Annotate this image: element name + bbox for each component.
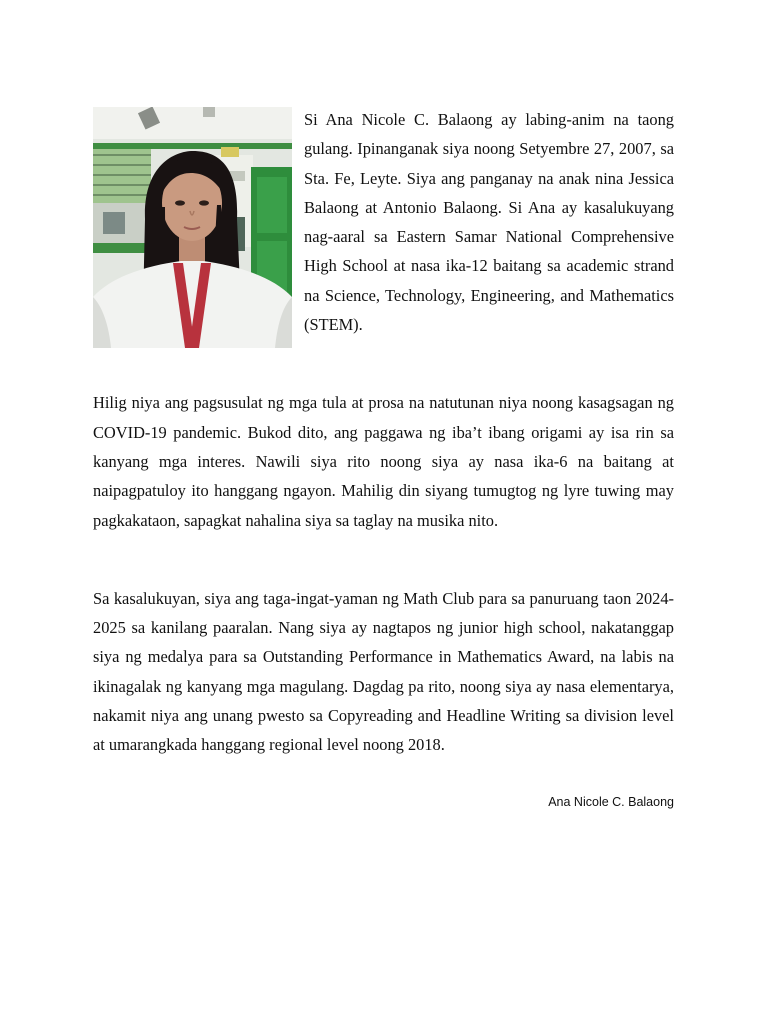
author-signature: Ana Nicole C. Balaong — [548, 794, 674, 809]
biography-paragraph-achievements: Sa kasalukuyan, siya ang taga-ingat-yaman ng Math Club para sa panuruang taon 2024-2025 sa kanilang paaralan. Nang siya ay nagtapos ng junior high school, nakatanggap siya ng medalya para sa Outstanding Performance in Mathematics Award, na labis na ikinagalak ng kanyang mga magulang. Dagdag pa rito, noong siya ay nasa elementarya, nakamit niya ang unang pwesto sa Copyreading and Headline Writing sa division level at umarangkada hanggang regional level noong 2018. — [93, 588, 674, 755]
document-body — [93, 107, 674, 810]
portrait-photo — [93, 107, 292, 348]
biography-paragraph-hobbies: Hilig niya ang pagsusulat ng mga tula at prosa na natutunan niya noong kasagsagan ng COVID-19 pandemic. Bukod dito, ang paggawa ng iba’t ibang origami ay isa rin sa kanyang mga interes. Nawili siya rito noong siya ay nasa ika-6 na baitang at naipagpatuloy ito hanggang ngayon. Mahilig din siyang tumugtog ng lyre tuwing may pagkakataon, sapagkat nahalina siya sa taglay na musika nito. — [93, 393, 674, 530]
biography-paragraph-intro: Si Ana Nicole C. Balaong ay labing-anim na taong gulang. Ipinanganak siya noong Setyembre 27, 2007, sa Sta. Fe, Leyte. Siya ang panganay na anak nina Jessica Balaong at Antonio Balaong. Si Ana ay kasalukuyang nag-aaral sa Eastern Samar National Comprehensive High School at nasa ika-12 baitang sa academic strand na Science, Technology, Engineering, and Mathematics (STEM). — [304, 110, 674, 335]
